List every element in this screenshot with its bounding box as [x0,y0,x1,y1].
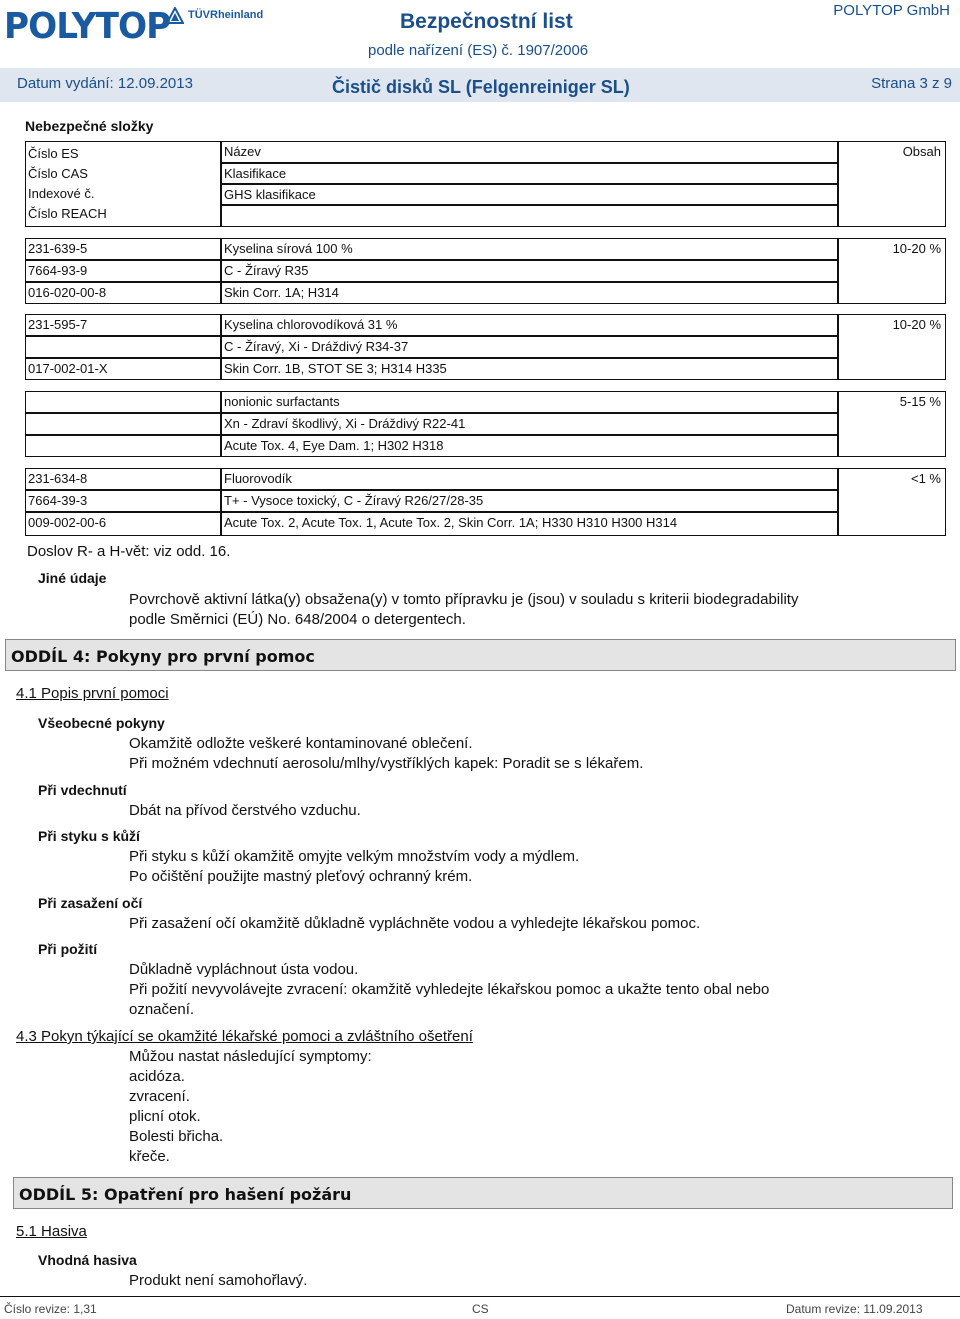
subsection-4-1: 4.1 Popis první pomoci [16,685,169,702]
table-row-4-ghs: Acute Tox. 2, Acute Tox. 1, Acute Tox. 2, Skin Corr. 1A; H330 H310 H300 H314 [221,512,838,536]
ingestion-text-1: Důkladně vypláchnout ústa vodou. [129,961,359,978]
tuv-logo-text: TÜVRheinland [188,9,264,21]
ingestion-text-2: Při požití nevyvolávejte zvracení: okamžitě vyhledejte lékařskou pomoc a ukažte tento obal nebo [129,981,770,998]
table-footnote: Doslov R- a H-vět: viz odd. 16. [27,543,231,560]
col-id-es: Číslo ES [28,146,79,161]
symptom-line-6: křeče. [129,1148,170,1165]
col-classification: Klasifikace [224,166,287,181]
tuv-triangle-icon [166,7,184,25]
table-row-4-id-cas: 7664-39-3 [25,490,221,512]
section-5-title: ODDÍL 5: Opatření pro hašení požáru [13,1177,953,1209]
page-number: Strana 3 z 9 [871,75,952,92]
general-text-2: Při možném vdechnutí aerosolu/mlhy/vystříklých kapek: Poradit se s lékařem. [129,755,644,772]
skin-text-2: Po očištění použijte mastný pleťový ochranný krém. [129,868,473,885]
table-row-3-name: nonionic surfactants [221,391,838,413]
empty-header-cell [221,205,838,227]
table-row-1-content: 10-20 % [838,238,946,304]
table-row-2-content: 10-20 % [838,314,946,380]
symptom-line-3: zvracení. [129,1088,190,1105]
table-row-1-classification: C - Žíravý R35 [221,260,838,282]
col-content-cell [838,141,946,227]
general-label: Všeobecné pokyny [38,715,165,731]
subsection-5-1: 5.1 Hasiva [16,1223,87,1240]
table-row-3-id-index [25,435,221,457]
table-row-1-ghs: Skin Corr. 1A; H314 [221,282,838,304]
col-id-index: Indexové č. [28,186,95,201]
other-info-label: Jiné údaje [38,570,107,586]
inhalation-text-1: Dbát na přívod čerstvého vzduchu. [129,802,361,819]
table-row-4-id-es: 231-634-8 [25,468,221,490]
table-row-2-classification: C - Žíravý, Xi - Dráždivý R34-37 [221,336,838,358]
table-row-4-id-index: 009-002-00-6 [25,512,221,536]
ingestion-label: Při požití [38,941,98,957]
skin-label: Při styku s kůží [38,828,140,844]
table-row-2-id-index: 017-002-01-X [25,358,221,380]
table-row-2-id-es: 231-595-7 [25,314,221,336]
hazardous-heading: Nebezpečné složky [25,118,154,134]
table-row-2-id-cas [25,336,221,358]
col-name: Název [224,144,261,159]
tuv-logo [168,9,263,21]
table-row-1-id-index: 016-020-00-8 [25,282,221,304]
polytop-logo: POLYTOP [4,6,171,47]
section-4-title: ODDÍL 4: Pokyny pro první pomoc [5,639,956,671]
col-ghs-cell [221,184,838,205]
revision-number: Číslo revize: 1,31 [4,1302,97,1316]
col-class-cell [221,163,838,184]
col-content: Obsah [902,144,941,159]
issue-date: Datum vydání: 12.09.2013 [17,75,193,92]
eye-label: Při zasažení očí [38,895,143,911]
table-row-4-content: <1 % [838,468,946,536]
symptom-line-1: Můžou nastat následující symptomy: [129,1048,372,1065]
table-row-2-ghs: Skin Corr. 1B, STOT SE 3; H314 H335 [221,358,838,380]
table-row-3-classification: Xn - Zdraví škodlivý, Xi - Dráždivý R22-41 [221,413,838,435]
id-header-cell [25,141,221,227]
other-info-text-2: podle Směrnici (EÚ) No. 648/2004 o detergentech. [129,611,466,628]
col-ghs: GHS klasifikace [224,187,316,202]
table-row-4-classification: T+ - Vysoce toxický, C - Žíravý R26/27/28-35 [221,490,838,512]
symptom-line-2: acidóza. [129,1068,185,1085]
product-name: Čistič disků SL (Felgenreiniger SL) [332,77,630,97]
table-row-4-name: Fluorovodík [221,468,838,490]
skin-text-1: Při styku s kůží okamžitě omyjte velkým množstvím vody a mýdlem. [129,848,580,865]
ingestion-text-3: označení. [129,1001,195,1018]
col-id-cas: Číslo CAS [28,166,88,181]
table-row-3-id-cas [25,413,221,435]
table-row-1-name: Kyselina sírová 100 % [221,238,838,260]
table-row-2-name: Kyselina chlorovodíková 31 % [221,314,838,336]
other-info-text-1: Povrchově aktivní látka(y) obsažena(y) v tomto přípravku je (jsou) v souladu s kriterii biodegradability [129,591,799,608]
table-row-3-ghs: Acute Tox. 4, Eye Dam. 1; H302 H318 [221,435,838,457]
table-row-3-content: 5-15 % [838,391,946,457]
table-row-3-id-es [25,391,221,413]
company-name: POLYTOP GmbH [833,2,950,19]
document-subtitle: podle nařízení (ES) č. 1907/2006 [368,42,589,59]
general-text-1: Okamžitě odložte veškeré kontaminované oblečení. [129,735,473,752]
subsection-4-3: 4.3 Pokyn týkající se okamžité lékařské pomoci a zvláštního ošetření [16,1028,473,1045]
document-title: Bezpečnostní list [400,10,573,33]
suitable-media-label: Vhodná hasiva [38,1252,137,1268]
col-id-reach: Číslo REACH [28,206,107,221]
eye-text-1: Při zasažení očí okamžitě důkladně vypláchněte vodou a vyhledejte lékařskou pomoc. [129,915,701,932]
revision-date: Datum revize: 11.09.2013 [786,1302,923,1316]
inhalation-label: Při vdechnutí [38,782,127,798]
symptom-line-4: plicní otok. [129,1108,201,1125]
table-row-1-id-cas: 7664-93-9 [25,260,221,282]
table-row-1-id-es: 231-639-5 [25,238,221,260]
footer-divider [0,1296,960,1297]
symptom-line-5: Bolesti břicha. [129,1128,224,1145]
language-code: CS [472,1302,489,1316]
col-name-cell [221,141,838,163]
suitable-media-text: Produkt není samohořlavý. [129,1272,308,1289]
